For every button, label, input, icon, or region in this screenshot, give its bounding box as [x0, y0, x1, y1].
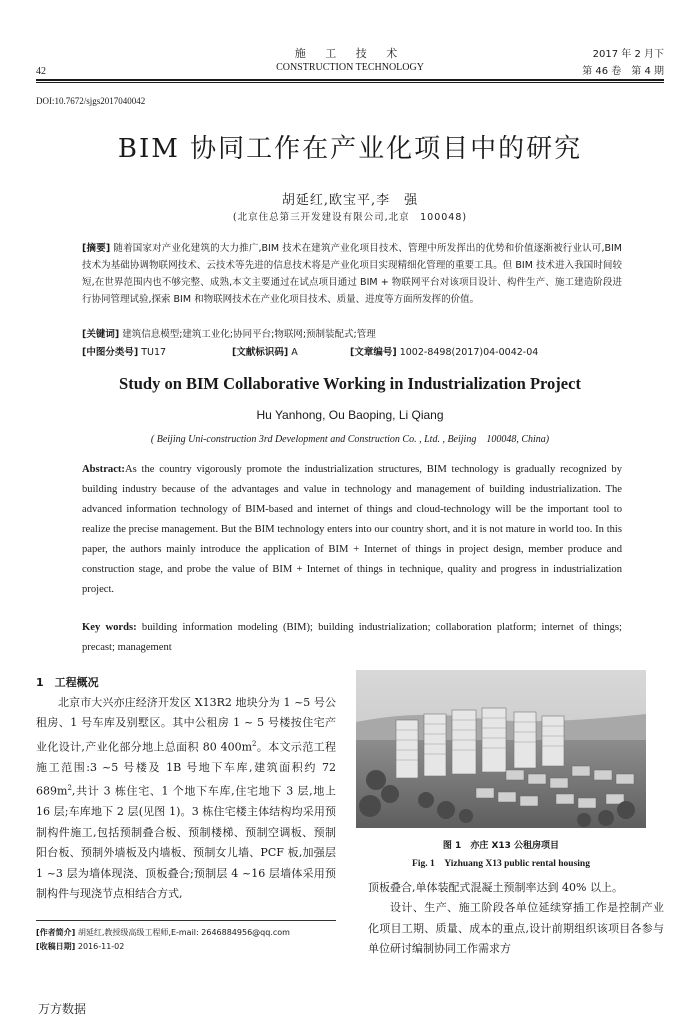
journal-name-en: CONSTRUCTION TECHNOLOGY [276, 62, 424, 73]
keywords-en [82, 618, 622, 658]
footnote-received: [收稿日期] 2016-11-02 [36, 942, 125, 951]
journal-name-cn: 施 工 技 术 [294, 47, 406, 60]
header-rule [36, 79, 664, 81]
watermark: 万方数据 [38, 1002, 87, 1016]
right-para-1: 顶板叠合,单体装配式混凝土预制率达到 40% 以上。 [368, 881, 623, 894]
abstract-en-text: As the country vigorously promote the industrialization structures, BIM technology is gradually recognized by building industry because of the advantages and value in technology and management of building industrialization. The advanced information technology of BIM-based and internet of things and cloud-technology will be the important tool to realize the precise management. But the BIM technology enters into our country short, and it is not mature in world too. In this paper, the authors mainly introduce the application of BIM + Internet of things in project design, member produce and construction stage, and probe the value of BIM + Internet of things in technique, quality and progress in industrialization project. [82, 464, 622, 595]
article-number: [文章编号] 1002-8498(2017)04-0042-04 [350, 347, 539, 358]
authors-en: Hu Yanhong, Ou Baoping, Li Qiang [256, 408, 444, 422]
footnote [36, 926, 336, 954]
keywords-cn-label: [关键词] [82, 329, 120, 340]
doi: DOI:10.7672/sjgs2017040042 [36, 96, 146, 106]
keywords-en-label: Key words: [82, 622, 137, 633]
right-para-2: 设计、生产、施工阶段各单位延续穿插工作是控制产业化项目工期、质量、成本的重点,设计前期组织该项目各参与单位研讨编制协同工作需求方 [368, 901, 664, 956]
section-heading: 1 工程概况 [36, 676, 99, 689]
abstract-cn [82, 240, 622, 308]
keywords-cn [82, 326, 622, 343]
issue-date: 2017 年 2 月下 [592, 49, 664, 60]
section-body-right [368, 878, 664, 960]
keywords-cn-text: 建筑信息模型;建筑工业化;协同平台;物联网;预制装配式;管理 [122, 329, 376, 340]
figure-caption-cn: 图 1 亦庄 X13 公租房项目 [442, 841, 560, 851]
abstract-en [82, 460, 622, 600]
keywords-en-text: building information modeling (BIM); building industrialization; collaboration platform; internet of things; precast; management [82, 622, 622, 653]
page-number: 42 [36, 66, 46, 77]
figure-1-photo [356, 670, 646, 828]
footnote-rule [36, 920, 336, 921]
abstract-en-label: Abstract: [82, 464, 125, 475]
affiliation-en: ( Beijing Uni-construction 3rd Development and Construction Co. , Ltd. , Beijing 100048, China) [150, 434, 550, 445]
section-body-left: 北京市大兴亦庄经济开发区 X13R2 地块分为 1 ~5 号公租房、1 号车库及别墅区。其中公租房 1 ~ 5 号楼按住宅产业化设计,产业化部分地上总面积 80 $400m^2$。本文示范工程施工范围:3 ~5 号楼及 1B 号地下车库,建筑面积约 72 $689m^2$,共计 3 栋住宅、1 个地下车库,住宅地下 3 层,地上 16 层;车库地下 2 层(见图 1)。3 栋住宅楼主体结构均采用预制构件施工,包括预制叠合板、预制楼梯、预制空调板、预制阳台板、预制外墙板及内墙板、预制女儿墙、PCF 板,加强层 1 ~3 层为墙体现浇、顶板叠合;预制层 4 ~16 层墙体采用预制构件与现浇节点相结合方式, [36, 696, 336, 900]
title-en: Study on BIM Collaborative Working in Industrialization Project [119, 374, 581, 393]
abstract-cn-label: [摘要] [82, 243, 111, 254]
affiliation-cn: (北京住总第三开发建设有限公司,北京 100048) [232, 212, 468, 223]
doc-code: [文献标识码] A [232, 347, 298, 358]
figure-caption-en: Fig. 1 Yizhuang X13 public rental housing [412, 859, 590, 869]
clc: [中图分类号] TU17 [82, 347, 167, 358]
footnote-author: [作者简介] 胡延红,教授级高级工程师,E-mail: 2646884956@qq.com [36, 928, 290, 937]
abstract-cn-text: 随着国家对产业化建筑的大力推广,BIM 技术在建筑产业化项目技术、管理中所发挥出的优势和价值逐渐被行业认可,BIM 技术为基础协调物联网技术、云技术等先进的信息技术将是产业化项目实现精细化管理的重要工具。但 BIM 技术进入我国时间较短,在世界范围内也不够完整、成熟,本文主要通过在试点项目通过 BIM + 物联网平台对该项目设计、构件生产、施工建造阶段进行协同管理试验,探索 BIM 和物联网技术在产业化项目技术、质量、进度等方面所发挥的价值。 [82, 243, 623, 305]
title-cn: BIM 协同工作在产业化项目中的研究 [117, 134, 583, 164]
authors-cn: 胡延红,欧宝平,李 强 [281, 193, 419, 208]
volume-issue: 第 46 卷 第 4 期 [582, 66, 664, 77]
header-rule-thin [36, 82, 664, 83]
